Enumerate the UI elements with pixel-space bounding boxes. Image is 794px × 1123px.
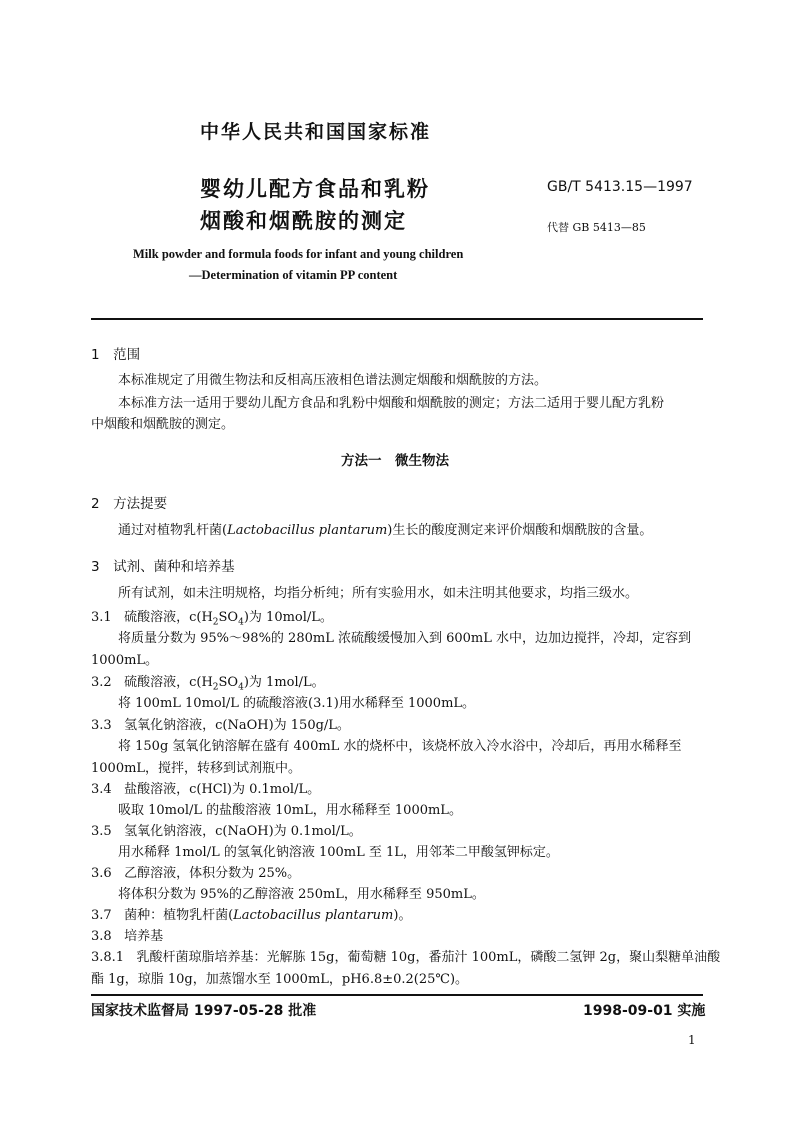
item-3-4 — [91, 780, 320, 799]
item-3-8-1 — [91, 948, 720, 967]
item-3-1-text-line2: 1000mL。 — [91, 653, 159, 668]
item-3-7-latin-name: Lactobacillus plantarum — [233, 908, 394, 923]
item-3-1-text-b: SO — [218, 610, 239, 625]
approval-note: 国家技术监督局 1997-05-28 批准 — [91, 1003, 317, 1019]
s1-paragraph-2a: 本标准方法一适用于婴幼儿配方食品和乳粉中烟酸和烟酰胺的测定；方法二适用于婴儿配方乳粉 — [118, 396, 665, 411]
replaces-note: 代替 GB 5413—85 — [547, 221, 646, 234]
item-3-8 — [91, 927, 163, 946]
section-2-heading: 2 方法提要 — [91, 496, 168, 512]
item-3-5-text-line1: 用水稀释 1mol/L 的氢氧化钠溶液 100mL 至 1L，用邻苯二甲酸氢钾标定。 — [118, 845, 559, 860]
item-3-2-text-b: SO — [218, 675, 239, 690]
item-3-7-number: 3.7 — [91, 908, 112, 923]
item-3-1-number: 3.1 — [91, 610, 112, 625]
item-3-2-text-line1: 将 100mL 10mol/L 的硫酸溶液(3.1)用水稀释至 1000mL。 — [118, 696, 476, 711]
item-3-2-text-a: 硫酸溶液，c(H — [124, 675, 213, 690]
item-3-8-1-text-line1: 乳酸杆菌琼脂培养基：光解胨 15g，葡萄糖 10g，番茄汁 100mL，磷酸二氢钾 2g，聚山梨糖单油酸 — [136, 950, 721, 965]
english-title-line2: —Determination of vitamin PP content — [189, 268, 398, 282]
item-3-8-text: 培养基 — [124, 929, 164, 944]
item-3-2-text-c: )为 1mol/L。 — [243, 675, 325, 690]
item-3-4-text: 盐酸溶液，c(HCl)为 0.1mol/L。 — [124, 782, 321, 797]
item-3-3-text-line2: 1000mL，搅拌，转移到试剂瓶中。 — [91, 761, 302, 776]
s2-paragraph — [118, 521, 652, 540]
item-3-1-text-c: )为 10mol/L。 — [243, 610, 333, 625]
implementation-date: 1998-09-01 实施 — [583, 1003, 706, 1019]
method-1-heading: 方法一 微生物法 — [341, 453, 449, 469]
item-3-8-1-text-line2: 酯 1g，琼脂 10g，加蒸馏水至 1000mL，pH6.8±0.2(25℃)。 — [91, 972, 469, 987]
doc-title-line2: 烟酸和烟酰胺的测定 — [200, 209, 407, 233]
item-3-4-number: 3.4 — [91, 782, 112, 797]
s3-intro: 所有试剂，如未注明规格，均指分析纯；所有实验用水，如未注明其他要求，均指三级水。 — [118, 586, 639, 601]
item-3-6-number: 3.6 — [91, 866, 112, 881]
item-3-8-1-number: 3.8.1 — [91, 950, 125, 965]
item-3-5-text: 氢氧化钠溶液，c(NaOH)为 0.1mol/L。 — [124, 824, 362, 839]
item-3-7-text-b: )。 — [393, 908, 412, 923]
item-3-2: 3.2 硫酸溶液，$c(H_2SO_4)$为 1mol/L。 — [91, 675, 325, 693]
item-3-3-number: 3.3 — [91, 718, 112, 733]
s2-latin-name: Lactobacillus plantarum — [227, 523, 388, 538]
header-rule — [91, 318, 703, 320]
item-3-6-text: 乙醇溶液，体积分数为 25%。 — [124, 866, 301, 881]
section-3-heading: 3 试剂、菌种和培养基 — [91, 559, 235, 575]
item-3-4-text-line1: 吸取 10mol/L 的盐酸溶液 10mL，用水稀释至 1000mL。 — [118, 803, 462, 818]
item-3-3-text-line1: 将 150g 氢氧化钠溶解在盛有 400mL 水的烧杯中，该烧杯放入冷水浴中，冷却后，再用水稀释至 — [118, 739, 682, 754]
item-3-7-text-a: 菌种：植物乳杆菌( — [124, 908, 234, 923]
english-title-line1: Milk powder and formula foods for infant and young children — [133, 247, 464, 261]
doc-title-line1: 婴幼儿配方食品和乳粉 — [200, 177, 430, 201]
item-3-6 — [91, 864, 300, 883]
item-3-3-text: 氢氧化钠溶液，c(NaOH)为 150g/L。 — [124, 718, 350, 733]
page-number: 1 — [688, 1033, 696, 1047]
item-3-5-number: 3.5 — [91, 824, 112, 839]
standard-org-title: 中华人民共和国国家标准 — [200, 121, 432, 143]
footer-rule — [91, 994, 703, 996]
s2-text-post: )生长的酸度测定来评价烟酸和烟酰胺的含量。 — [387, 523, 653, 538]
item-3-1-text-line1: 将质量分数为 95%～98%的 280mL 浓硫酸缓慢加入到 600mL 水中，边加边搅拌，冷却，定容到 — [118, 631, 691, 646]
item-3-5 — [91, 822, 362, 841]
item-3-3 — [91, 716, 350, 735]
s1-paragraph-2b: 中烟酸和烟酰胺的测定。 — [91, 417, 235, 432]
item-3-1-text-a: 硫酸溶液，c(H — [124, 610, 213, 625]
s1-paragraph-1: 本标准规定了用微生物法和反相高压液相色谱法测定烟酸和烟酰胺的方法。 — [118, 373, 548, 388]
section-1-heading: 1 范围 — [91, 347, 141, 363]
item-3-2-number: 3.2 — [91, 675, 112, 690]
standard-number: GB/T 5413.15—1997 — [547, 179, 693, 195]
item-3-7 — [91, 906, 411, 925]
item-3-8-number: 3.8 — [91, 929, 112, 944]
item-3-1: 3.1 硫酸溶液，$c(H_2SO_4)$为 10mol/L。 — [91, 610, 333, 628]
s2-text-pre: 通过对植物乳杆菌( — [118, 523, 228, 538]
item-3-6-text-line1: 将体积分数为 95%的乙醇溶液 250mL，用水稀释至 950mL。 — [118, 887, 485, 902]
